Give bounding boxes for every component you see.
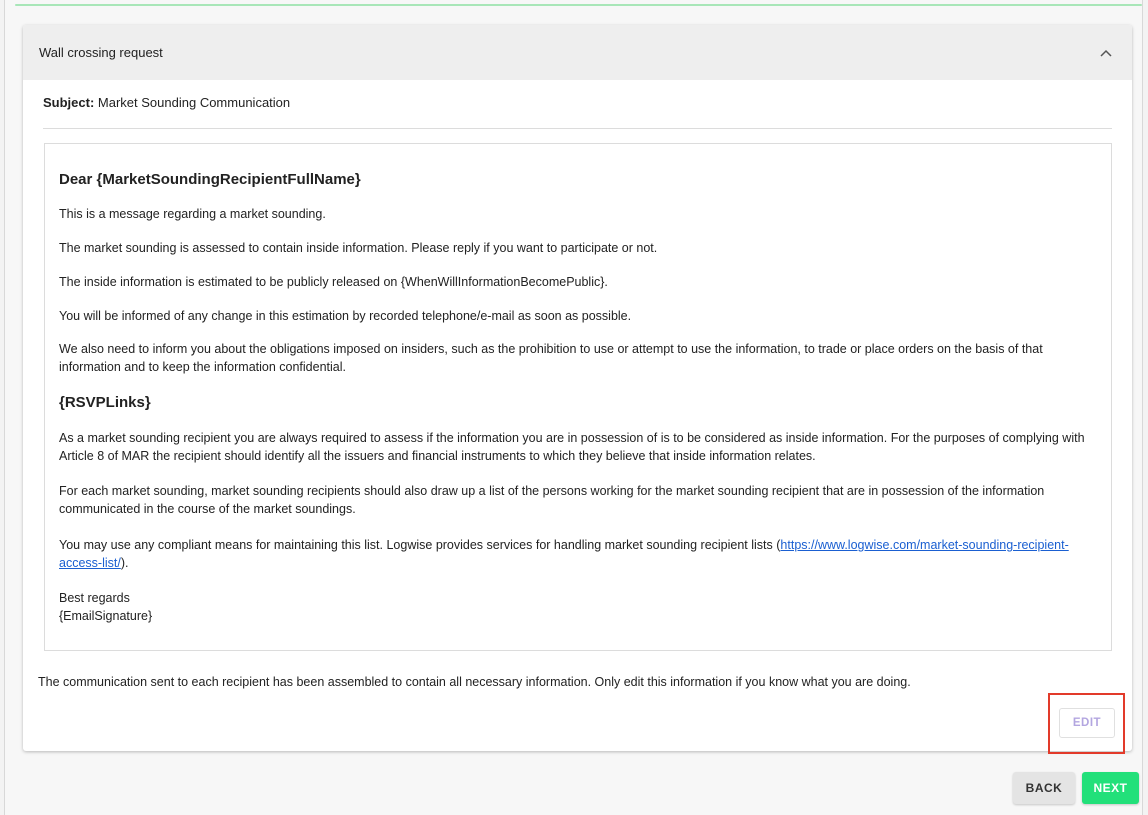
- email-paragraph: You will be informed of any change in this estimation by recorded telephone/e-mail as soon as possible.: [59, 309, 632, 323]
- panel-title: Wall crossing request: [39, 45, 163, 60]
- progress-accent-line: [15, 4, 1142, 6]
- email-greeting: Dear {MarketSoundingRecipientFullName}: [59, 171, 361, 188]
- email-paragraph: The market sounding is assessed to contain inside information. Please reply if you want to participate or not.: [59, 241, 658, 255]
- email-text: ).: [120, 556, 129, 570]
- email-paragraph: As a market sounding recipient you are always required to assess if the information you are in possession of is to be considered as inside information. For the purposes of complying with Article 8 of MAR the recipient should identify all the issuers and financial instruments to which they believe that inside information relates.: [59, 431, 1085, 463]
- logwise-link[interactable]: https://www.logwise.com/market-sounding-recipient-access-list/: [59, 538, 1069, 570]
- email-paragraph: The inside information is estimated to be publicly released on {WhenWillInformationBecomePublic}.: [59, 275, 608, 289]
- email-preview: [44, 143, 1112, 651]
- next-button[interactable]: NEXT: [1082, 772, 1139, 804]
- back-button[interactable]: BACK: [1013, 772, 1075, 804]
- edit-button[interactable]: EDIT: [1059, 708, 1115, 738]
- page-container: [4, 0, 1143, 815]
- rsvp-links-placeholder: {RSVPLinks}: [59, 394, 151, 411]
- subject-row: [43, 95, 290, 110]
- wall-crossing-panel: [23, 25, 1132, 751]
- email-paragraph: For each market sounding, market sounding recipients should also draw up a list of the persons working for the market sounding recipient that are in possession of the information communicated in the course of the market soundings.: [59, 484, 1045, 516]
- subject-label: Subject:: [43, 95, 95, 110]
- email-text: You may use any compliant means for maintaining this list. Logwise provides services for handling market sounding recipient lists (: [59, 538, 781, 552]
- panel-header[interactable]: [23, 25, 1132, 80]
- email-closing: Best regards: [59, 591, 130, 605]
- divider: [43, 128, 1112, 129]
- subject-value: Market Sounding Communication: [97, 95, 291, 110]
- email-signature: {EmailSignature}: [59, 609, 153, 623]
- email-paragraph: This is a message regarding a market sounding.: [59, 207, 326, 221]
- edit-warning-note: The communication sent to each recipient has been assembled to contain all necessary information. Only edit this information if you know what you are doing.: [38, 675, 911, 689]
- email-paragraph: We also need to inform you about the obligations imposed on insiders, such as the prohibition to use or attempt to use the information, to trade or place orders on the basis of that information and to keep the information confidential.: [59, 342, 1043, 374]
- chevron-up-icon[interactable]: [1096, 43, 1116, 63]
- email-paragraph: [59, 536, 1099, 572]
